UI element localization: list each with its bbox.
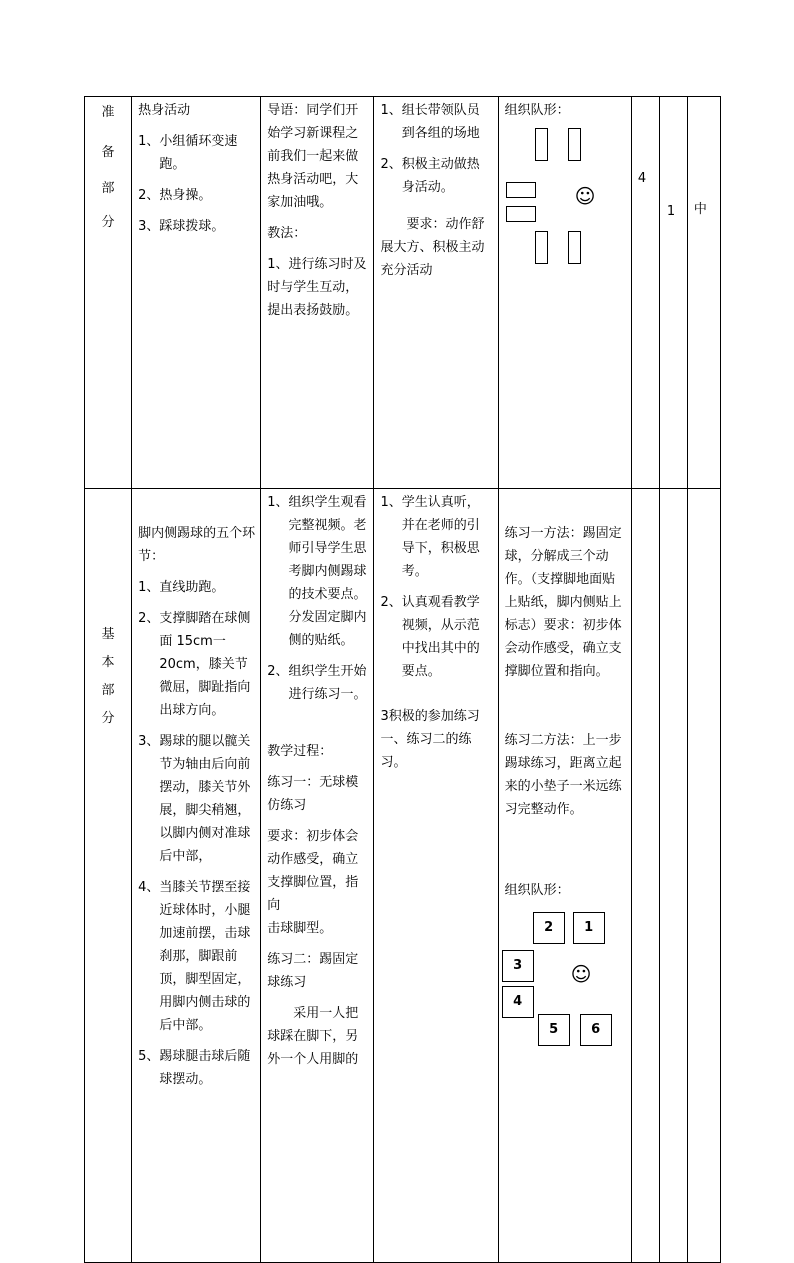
list-item: 2、 认真观看教学视频，从示范中找出其中的要点。 [380, 595, 480, 679]
prep-content-title: 热身活动 [138, 103, 191, 118]
basic-exercise1-text: 练习一：无球模仿练习 [267, 775, 359, 813]
basic-organization-label: 组织队形： [504, 883, 570, 898]
basic-content-cell [132, 489, 261, 1263]
basic-teacher-cell [261, 489, 374, 1263]
prep-method-text: 1、进行练习时及时与学生互动，提出表扬鼓励。 [267, 257, 367, 318]
formation-marker [506, 206, 536, 222]
prep-student-cell [374, 97, 498, 489]
formation-marker [535, 128, 548, 161]
formation-marker [506, 182, 536, 198]
basic-exercise1-method: 练习一方法：踢固定球，分解成三个动作。（支撑脚地面贴上贴纸，脚内侧贴上标志）要求：初步体会动作感受，确立支撑脚位置和指向。 [504, 526, 622, 679]
formation-marker [568, 128, 581, 161]
prep-col-b: 1 [659, 97, 687, 489]
list-item: 3、 踩球拨球。 [138, 219, 225, 234]
prep-row [85, 97, 721, 489]
list-item: 3、 踢球的腿以髋关节为轴由后向前摆动，膝关节外展，脚尖稍翘，以脚内侧对准球后中部， [138, 734, 251, 864]
basic-content-intro: 脚内侧踢球的五个环节： [138, 526, 256, 564]
prep-col-a: 4 [631, 97, 659, 489]
station-box-5: 5 [538, 1014, 570, 1046]
station-box-3: 3 [502, 950, 534, 982]
list-item: 2、 积极主动做热身活动。 [380, 157, 480, 195]
basic-exercise2-method: 练习二方法：上一步踢球练习，距离立起来的小垫子一米远练习完整动作。 [504, 733, 622, 817]
prep-formation-diagram [505, 130, 626, 330]
prep-organization-cell [498, 97, 631, 489]
lesson-plan-table [84, 96, 721, 1263]
basic-section-label: 基 本 部 分 [85, 489, 132, 1263]
basic-col-c [687, 489, 720, 1263]
basic-process-title: 教学过程： [267, 744, 333, 759]
list-item: 1、 组长带领队员到各组的场地 [380, 103, 480, 141]
list-item: 2、 支撑脚踏在球侧面 15cm一20cm，膝关节微屈，脚趾指向出球方向。 [138, 611, 251, 718]
station-box-1: 1 [573, 912, 605, 944]
prep-requirement-text: 要求：动作舒展大方、积极主动充分活动 [380, 217, 485, 278]
basic-col-a [631, 489, 659, 1263]
list-item: 1、 组织学生观看完整视频。老师引导学生思考脚内侧踢球的技术要点。分发固定脚内侧的贴纸。 [267, 495, 367, 648]
prep-teacher-cell [261, 97, 374, 489]
station-box-4: 4 [502, 986, 534, 1018]
station-box-6: 6 [580, 1014, 612, 1046]
prep-col-c: 中 [687, 97, 720, 489]
list-item: 1、 学生认真听，并在老师的引导下，积极思考。 [380, 495, 480, 579]
list-item: 1、 小组循环变速跑。 [138, 134, 238, 172]
list-item: 1、 直线助跑。 [138, 580, 225, 595]
teacher-smiley-icon: ☺ [574, 184, 596, 208]
teacher-smiley-icon: ☺ [570, 962, 592, 986]
formation-marker [535, 231, 548, 264]
list-item: 4、 当膝关节摆至接近球体时，小腿加速前摆，击球刹那，脚跟前顶，脚型固定，用脚内侧击球的后中部。 [138, 880, 251, 1033]
prep-section-label: 准 备 部 分 [85, 97, 132, 489]
list-item: 2、 组织学生开始进行练习一。 [267, 664, 367, 702]
formation-marker [568, 231, 581, 264]
list-item: 5、 踢球腿击球后随球摆动。 [138, 1049, 251, 1087]
basic-exercise2-text: 练习二：踢固定球练习 [267, 952, 359, 990]
basic-row [85, 489, 721, 1263]
basic-exercise2-desc: 采用一人把球踩在脚下，另外一个人用脚的 [267, 1006, 359, 1067]
prep-content-cell [132, 97, 261, 489]
list-item: 2、 热身操。 [138, 188, 212, 203]
station-box-2: 2 [533, 912, 565, 944]
basic-student-cell [374, 489, 498, 1263]
basic-requirement1b-text: 击球脚型。 [267, 921, 333, 936]
basic-formation-diagram [505, 910, 626, 1060]
prep-guide-text: 导语：同学们开始学习新课程之前我们一起来做热身活动吧，大家加油哦。 [267, 103, 359, 210]
basic-organization-cell [498, 489, 631, 1263]
prep-method-title: 教法： [267, 226, 307, 241]
basic-student-item3: 3积极的参加练习一、练习二的练习。 [380, 709, 480, 770]
prep-organization-label: 组织队形： [504, 103, 570, 118]
basic-col-b [659, 489, 687, 1263]
basic-requirement1-text: 要求：初步体会动作感受，确立支撑脚位置，指向 [267, 829, 359, 913]
